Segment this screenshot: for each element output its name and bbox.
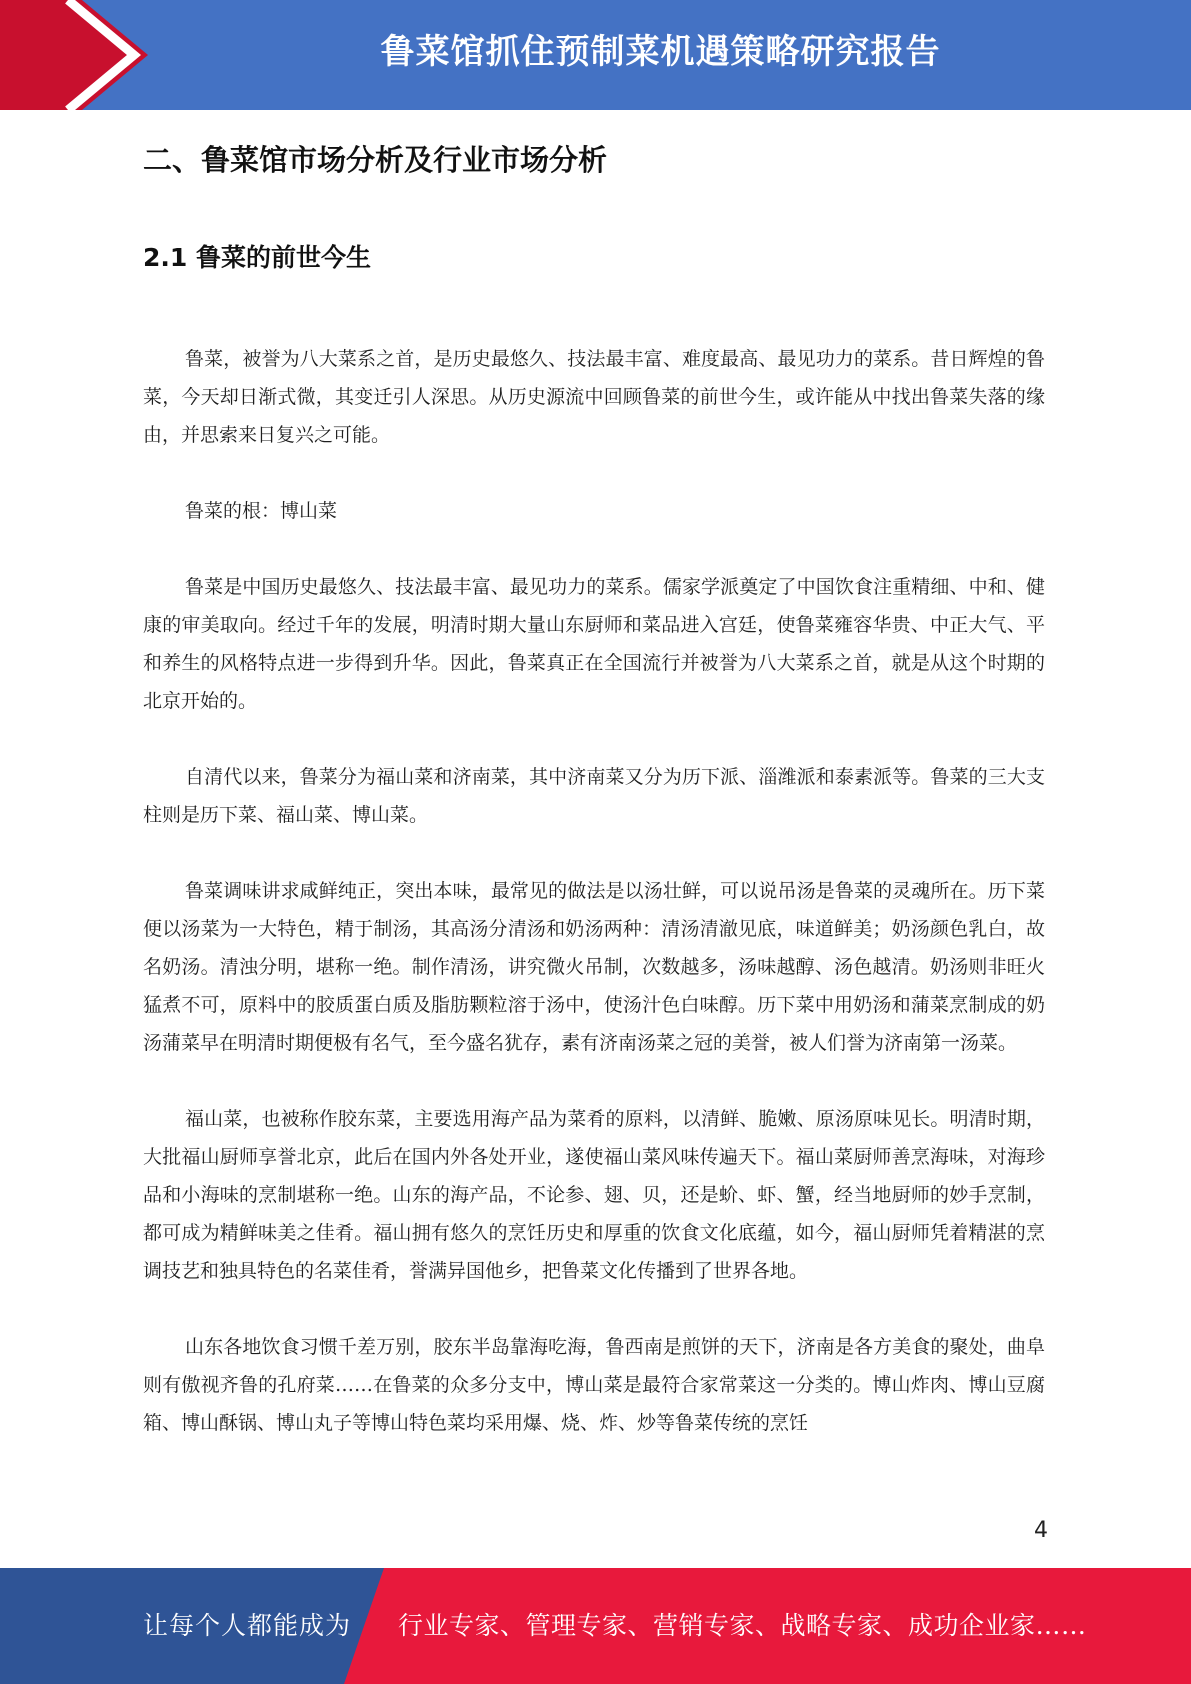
body-text <box>143 340 1045 1442</box>
report-header-band <box>0 0 1191 110</box>
section-heading: 二、鲁菜馆市场分析及行业市场分析 <box>143 143 608 177</box>
paragraph-history: 鲁菜是中国历史最悠久、技法最丰富、最见功力的菜系。儒家学派奠定了中国饮食注重精细、中和、健康的审美取向。经过千年的发展，明清时期大量山东厨师和菜品进入宫廷，使鲁菜雍容华贵、中正大气、平和养生的风格特点进一步得到升华。因此，鲁菜真正在全国流行并被誉为八大菜系之首，就是从这个时期的北京开始的。 <box>143 576 1045 712</box>
footer-band <box>0 1568 1191 1684</box>
page-content <box>143 132 1045 1480</box>
paragraph-boshan: 山东各地饮食习惯千差万别，胶东半岛靠海吃海，鲁西南是煎饼的天下，济南是各方美食的聚处，曲阜则有傲视齐鲁的孔府菜……在鲁菜的众多分支中，博山菜是最符合家常菜这一分类的。博山炸肉、博山豆腐箱、博山酥锅、博山丸子等博山特色菜均采用爆、烧、炸、炒等鲁菜传统的烹饪 <box>143 1336 1045 1434</box>
footer-slogan-right: 行业专家、管理专家、营销专家、战略专家、成功企业家…… <box>398 1611 1087 1640</box>
page-number: 4 <box>1034 1518 1048 1543</box>
paragraph-fushan: 福山菜，也被称作胶东菜，主要选用海产品为菜肴的原料，以清鲜、脆嫩、原汤原味见长。明清时期，大批福山厨师享誉北京，此后在国内外各处开业，遂使福山菜风味传遍天下。福山菜厨师善烹海味，对海珍品和小海味的烹制堪称一绝。山东的海产品，不论参、翅、贝，还是蚧、虾、蟹，经当地厨师的妙手烹制，都可成为精鲜味美之佳肴。福山拥有悠久的烹饪历史和厚重的饮食文化底蕴，如今，福山厨师凭着精湛的烹调技艺和独具特色的名菜佳肴，誉满异国他乡，把鲁菜文化传播到了世界各地。 <box>143 1108 1045 1282</box>
footer-slogan-left: 让每个人都能成为 <box>143 1611 352 1640</box>
paragraph-intro: 鲁菜，被誉为八大菜系之首，是历史最悠久、技法最丰富、难度最高、最见功力的菜系。昔日辉煌的鲁菜，今天却日渐式微，其变迁引人深思。从历史源流中回顾鲁菜的前世今生，或许能从中找出鲁菜失落的缘由，并思索来日复兴之可能。 <box>143 348 1045 446</box>
paragraph-root-label: 鲁菜的根：博山菜 <box>185 500 338 522</box>
paragraph-lixia-soup: 鲁菜调味讲求咸鲜纯正，突出本味，最常见的做法是以汤壮鲜，可以说吊汤是鲁菜的灵魂所在。历下菜便以汤菜为一大特色，精于制汤，其高汤分清汤和奶汤两种：清汤清澈见底，味道鲜美；奶汤颜色乳白，故名奶汤。清浊分明，堪称一绝。制作清汤，讲究微火吊制，次数越多，汤味越醇、汤色越清。奶汤则非旺火猛煮不可，原料中的胶质蛋白质及脂肪颗粒溶于汤中，使汤汁色白味醇。历下菜中用奶汤和蒲菜烹制成的奶汤蒲菜早在明清时期便极有名气，至今盛名犹存，素有济南汤菜之冠的美誉，被人们誉为济南第一汤菜。 <box>143 880 1045 1054</box>
subsection-heading: 2.1 鲁菜的前世今生 <box>143 243 371 272</box>
report-title: 鲁菜馆抓住预制菜机遇策略研究报告 <box>380 32 941 72</box>
paragraph-branches: 自清代以来，鲁菜分为福山菜和济南菜，其中济南菜又分为历下派、淄潍派和泰素派等。鲁菜的三大支柱则是历下菜、福山菜、博山菜。 <box>143 766 1045 826</box>
